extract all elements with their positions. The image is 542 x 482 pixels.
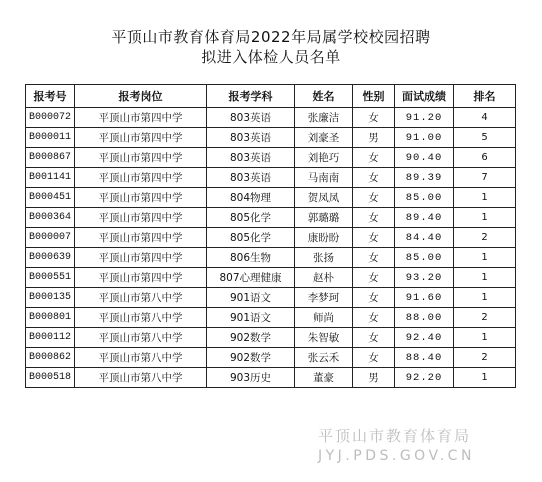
score-cell: 85.00 <box>395 188 454 208</box>
position-cell: 平顶山市第四中学 <box>75 228 207 248</box>
name-cell: 李梦珂 <box>295 288 353 308</box>
position-cell: 平顶山市第四中学 <box>75 148 207 168</box>
gender-cell: 女 <box>353 288 395 308</box>
subject-cell: 803英语 <box>207 128 295 148</box>
exam-number-cell: B000862 <box>26 348 75 368</box>
subject-cell: 805化学 <box>207 208 295 228</box>
subject-cell: 902数学 <box>207 328 295 348</box>
header-gender: 性别 <box>353 85 395 108</box>
position-cell: 平顶山市第八中学 <box>75 368 207 388</box>
exam-number-cell: B000451 <box>26 188 75 208</box>
rank-cell: 2 <box>454 308 516 328</box>
rank-cell: 1 <box>454 248 516 268</box>
score-cell: 91.00 <box>395 128 454 148</box>
gender-cell: 女 <box>353 348 395 368</box>
table-row <box>26 368 516 388</box>
position-cell: 平顶山市第四中学 <box>75 248 207 268</box>
score-cell: 84.40 <box>395 228 454 248</box>
table-row <box>26 288 516 308</box>
table-row <box>26 248 516 268</box>
gender-cell: 女 <box>353 188 395 208</box>
subject-cell: 806生物 <box>207 248 295 268</box>
position-cell: 平顶山市第八中学 <box>75 308 207 328</box>
exam-number-cell: B000518 <box>26 368 75 388</box>
table-row <box>26 168 516 188</box>
rank-cell: 5 <box>454 128 516 148</box>
table-row <box>26 228 516 248</box>
score-cell: 85.00 <box>395 248 454 268</box>
rank-cell: 1 <box>454 288 516 308</box>
subject-cell: 803英语 <box>207 108 295 128</box>
subject-cell: 805化学 <box>207 228 295 248</box>
name-cell: 朱智敏 <box>295 328 353 348</box>
exam-number-cell: B000072 <box>26 108 75 128</box>
gender-cell: 女 <box>353 208 395 228</box>
table-body <box>26 108 516 388</box>
rank-cell: 1 <box>454 328 516 348</box>
watermark <box>318 426 518 466</box>
position-cell: 平顶山市第八中学 <box>75 288 207 308</box>
position-cell: 平顶山市第四中学 <box>75 168 207 188</box>
header-interview-score: 面试成绩 <box>395 85 454 108</box>
exam-number-cell: B000551 <box>26 268 75 288</box>
table-header-row <box>26 85 516 108</box>
table-row <box>26 108 516 128</box>
exam-number-cell: B000011 <box>26 128 75 148</box>
name-cell: 张廉洁 <box>295 108 353 128</box>
position-cell: 平顶山市第四中学 <box>75 188 207 208</box>
name-cell: 董豪 <box>295 368 353 388</box>
page-subtitle: 拟进入体检人员名单 <box>201 48 341 66</box>
position-cell: 平顶山市第四中学 <box>75 208 207 228</box>
rank-cell: 1 <box>454 368 516 388</box>
gender-cell: 女 <box>353 328 395 348</box>
name-cell: 郭璐璐 <box>295 208 353 228</box>
exam-number-cell: B000112 <box>26 328 75 348</box>
rank-cell: 1 <box>454 188 516 208</box>
header-position: 报考岗位 <box>75 85 207 108</box>
table-row <box>26 148 516 168</box>
subject-cell: 804物理 <box>207 188 295 208</box>
position-cell: 平顶山市第四中学 <box>75 268 207 288</box>
score-cell: 89.39 <box>395 168 454 188</box>
table-row <box>26 188 516 208</box>
position-cell: 平顶山市第八中学 <box>75 328 207 348</box>
name-cell: 贺凤凤 <box>295 188 353 208</box>
exam-number-cell: B000639 <box>26 248 75 268</box>
gender-cell: 女 <box>353 168 395 188</box>
position-cell: 平顶山市第四中学 <box>75 128 207 148</box>
rank-cell: 2 <box>454 228 516 248</box>
gender-cell: 女 <box>353 228 395 248</box>
exam-number-cell: B000801 <box>26 308 75 328</box>
name-cell: 刘艳巧 <box>295 148 353 168</box>
score-cell: 91.20 <box>395 108 454 128</box>
watermark-org: 平顶山市教育体育局 <box>318 427 472 445</box>
gender-cell: 女 <box>353 148 395 168</box>
page-title: 平顶山市教育体育局2022年局属学校校园招聘 <box>111 28 431 46</box>
name-cell: 张云禾 <box>295 348 353 368</box>
table-row <box>26 348 516 368</box>
watermark-url: JYJ.PDS.GOV.CN <box>318 448 475 464</box>
score-cell: 88.00 <box>395 308 454 328</box>
header-subject: 报考学科 <box>207 85 295 108</box>
exam-number-cell: B000867 <box>26 148 75 168</box>
rank-cell: 1 <box>454 268 516 288</box>
subject-cell: 803英语 <box>207 148 295 168</box>
score-cell: 90.40 <box>395 148 454 168</box>
table-row <box>26 128 516 148</box>
gender-cell: 女 <box>353 108 395 128</box>
gender-cell: 女 <box>353 308 395 328</box>
table-row <box>26 308 516 328</box>
subject-cell: 901语文 <box>207 288 295 308</box>
exam-number-cell: B001141 <box>26 168 75 188</box>
score-cell: 88.40 <box>395 348 454 368</box>
name-cell: 赵朴 <box>295 268 353 288</box>
score-cell: 91.60 <box>395 288 454 308</box>
subject-cell: 803英语 <box>207 168 295 188</box>
header-exam-number: 报考号 <box>26 85 75 108</box>
exam-number-cell: B000135 <box>26 288 75 308</box>
subject-cell: 901语文 <box>207 308 295 328</box>
score-cell: 92.40 <box>395 328 454 348</box>
table-row <box>26 268 516 288</box>
score-cell: 92.20 <box>395 368 454 388</box>
rank-cell: 6 <box>454 148 516 168</box>
rank-cell: 7 <box>454 168 516 188</box>
position-cell: 平顶山市第四中学 <box>75 108 207 128</box>
name-cell: 马南南 <box>295 168 353 188</box>
exam-number-cell: B000364 <box>26 208 75 228</box>
rank-cell: 1 <box>454 208 516 228</box>
subject-cell: 807心理健康 <box>207 268 295 288</box>
gender-cell: 女 <box>353 248 395 268</box>
subject-cell: 902数学 <box>207 348 295 368</box>
table-row <box>26 208 516 228</box>
gender-cell: 男 <box>353 368 395 388</box>
score-cell: 93.20 <box>395 268 454 288</box>
rank-cell: 4 <box>454 108 516 128</box>
name-cell: 刘豪圣 <box>295 128 353 148</box>
header-name: 姓名 <box>295 85 353 108</box>
position-cell: 平顶山市第八中学 <box>75 348 207 368</box>
candidate-table <box>25 84 516 388</box>
name-cell: 康盼盼 <box>295 228 353 248</box>
header-rank: 排名 <box>454 85 516 108</box>
gender-cell: 女 <box>353 268 395 288</box>
exam-number-cell: B000007 <box>26 228 75 248</box>
score-cell: 89.40 <box>395 208 454 228</box>
rank-cell: 2 <box>454 348 516 368</box>
name-cell: 师尚 <box>295 308 353 328</box>
subject-cell: 903历史 <box>207 368 295 388</box>
gender-cell: 男 <box>353 128 395 148</box>
table-row <box>26 328 516 348</box>
name-cell: 张扬 <box>295 248 353 268</box>
